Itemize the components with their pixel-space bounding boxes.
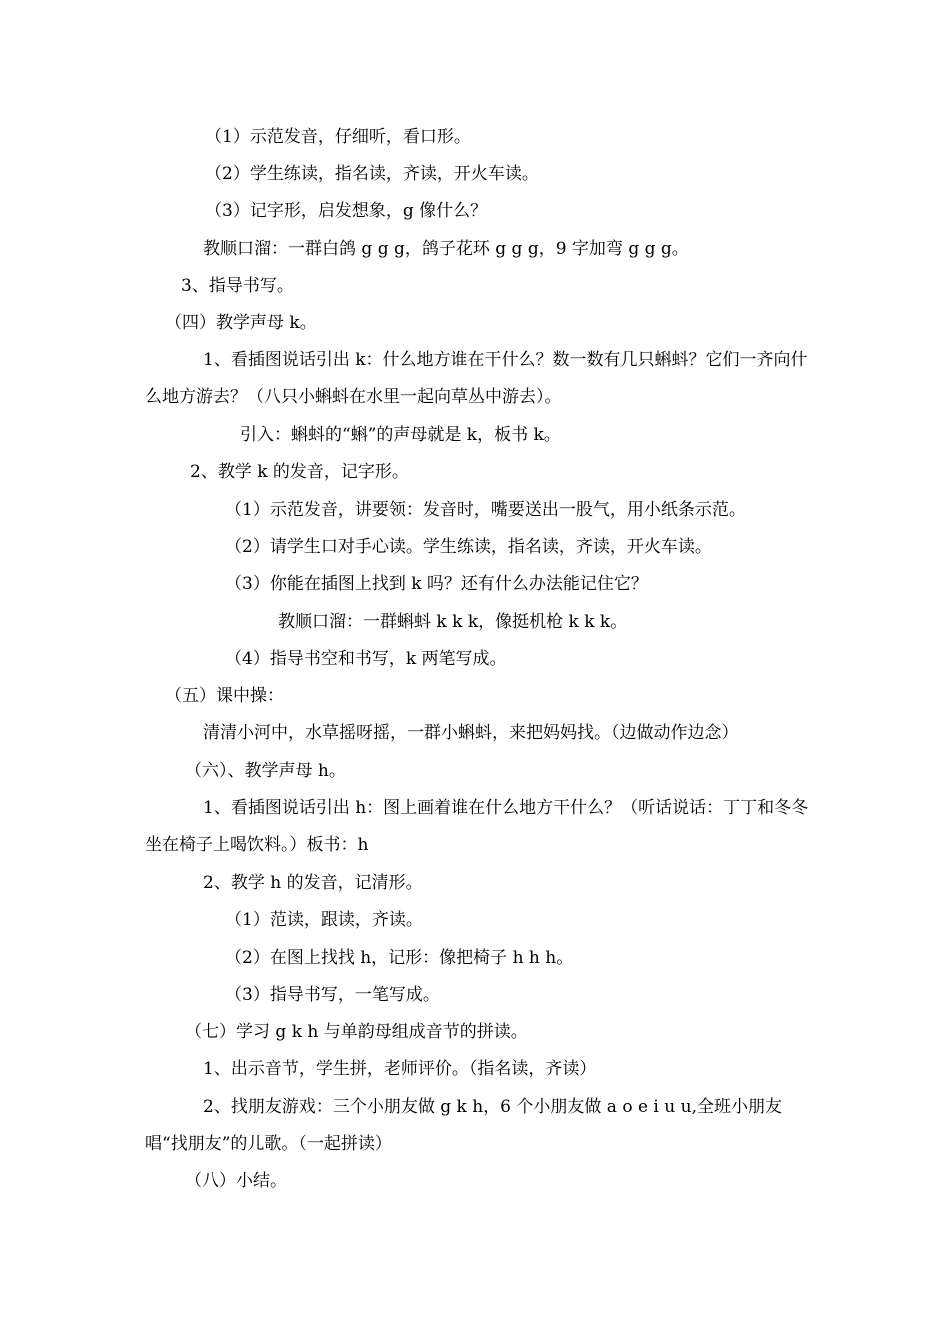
paragraph: 2、教学 k 的发音，记字形。 <box>190 462 409 482</box>
paragraph: 教顺口溜：一群蝌蚪 k k k，像挺机枪 k k k。 <box>278 612 628 632</box>
paragraph: 2、教学 h 的发音，记清形。 <box>203 873 423 893</box>
paragraph: 引入：蝌蚪的“蝌”的声母就是 k，板书 k。 <box>240 425 561 445</box>
paragraph: （3）记字形，启发想象，g 像什么？ <box>205 201 488 221</box>
paragraph: （3）你能在插图上找到 k 吗？还有什么办法能记住它？ <box>225 574 648 594</box>
paragraph: （4）指导书空和书写，k 两笔写成。 <box>225 649 507 669</box>
paragraph: （1）范读，跟读，齐读。 <box>225 910 423 930</box>
paragraph: （1）示范发音，讲要领：发音时，嘴要送出一股气，用小纸条示范。 <box>225 500 746 520</box>
paragraph: 2、找朋友游戏：三个小朋友做 g k h，6 个小朋友做 a o e i u u,全班小朋友唱“找朋友”的儿歌。（一起拼读） <box>145 1097 782 1154</box>
paragraph: 1、看插图说话引出 h：图上画着谁在什么地方干什么？（听话说话：丁丁和冬冬坐在椅子上喝饮料。）板书：h <box>145 798 809 855</box>
paragraph: 教顺口溜：一群白鸽 g g g，鸽子花环 g g g，9 字加弯 g g g。 <box>203 239 689 259</box>
section-heading: （八）小结。 <box>185 1171 287 1191</box>
paragraph: （2）请学生口对手心读。学生练读，指名读，齐读，开火车读。 <box>225 537 712 557</box>
paragraph: 1、看插图说话引出 k：什么地方谁在干什么？数一数有几只蝌蚪？它们一齐向什么地方游去？（八只小蝌蚪在水里一起向草丛中游去）。 <box>145 350 808 407</box>
section-heading: （七）学习 g k h 与单韵母组成音节的拼读。 <box>185 1022 528 1042</box>
paragraph: 1、出示音节，学生拼，老师评价。（指名读，齐读） <box>203 1059 597 1079</box>
paragraph: 3、指导书写。 <box>181 276 294 296</box>
section-heading: （四）教学声母 k。 <box>165 313 317 333</box>
section-heading: （五）课中操： <box>165 686 284 706</box>
paragraph: 清清小河中，水草摇呀摇，一群小蝌蚪，来把妈妈找。（边做动作边念） <box>203 723 739 743</box>
paragraph: （2）学生练读，指名读，齐读，开火车读。 <box>205 164 539 184</box>
section-heading: （六）、教学声母 h。 <box>185 761 346 781</box>
paragraph: （1）示范发音，仔细听，看口形。 <box>205 127 471 147</box>
paragraph: （3）指导书写，一笔写成。 <box>225 985 440 1005</box>
paragraph: （2）在图上找找 h，记形：像把椅子 h h h。 <box>225 948 574 968</box>
